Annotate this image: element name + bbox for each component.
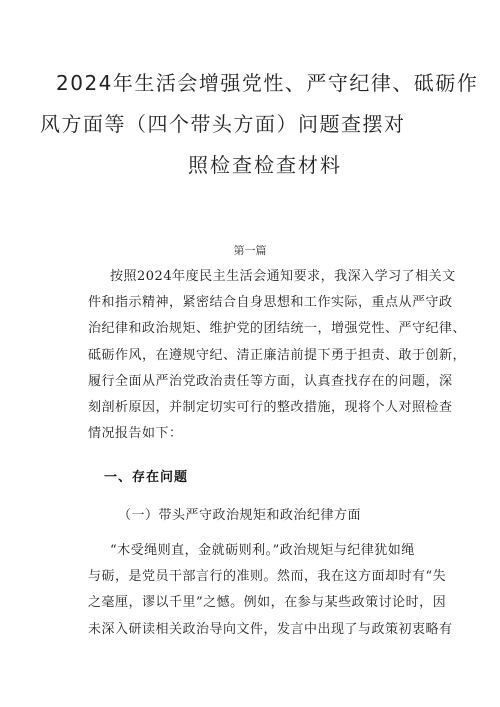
- body-line: “木受绳则直，金就砺则利。”政治规矩与纪律犹如绳: [110, 543, 415, 558]
- section-heading-level2: （一）带头严守政治规矩和政治纪律方面: [118, 508, 362, 523]
- intro-line: 治纪律和政治规矩、维护党的团结统一，增强党性、严守纪律、: [88, 321, 467, 337]
- intro-line: 砥砺作风，在遵规守纪、清正廉洁前提下勇于担责、敢于创新，: [88, 347, 467, 363]
- title-line-3: 照检查检查材料: [188, 153, 342, 177]
- title-line-1: 2024年生活会增强党性、严守纪律、砥砺作: [56, 71, 479, 95]
- intro-line: 情况报告如下：: [88, 426, 183, 442]
- intro-line: 刻剖析原因，并制定切实可行的整改措施，现将个人对照检查: [88, 399, 453, 415]
- body-paragraph: [88, 538, 453, 643]
- section-label: 第一篇: [233, 244, 267, 257]
- intro-line: 按照2024年度民主生活会通知要求，我深入学习了相关文: [110, 269, 456, 284]
- intro-paragraph: [88, 264, 467, 447]
- body-line: 与砺，是党员干部言行的准则。然而，我在这方面却时有“失: [88, 569, 447, 585]
- title-line-2: 风方面等（四个带头方面）问题查摆对: [40, 112, 406, 136]
- section-heading-level1: 一、存在问题: [104, 470, 189, 485]
- body-line: 之毫厘，谬以千里”之憾。例如，在参与某些政策讨论时，因: [88, 595, 447, 611]
- intro-line: 履行全面从严治党政治责任等方面，认真查找存在的问题，深: [88, 373, 453, 389]
- body-line: 未深入研读相关政治导向文件，发言中出现了与政策初衷略有: [88, 621, 453, 637]
- intro-line: 件和指示精神，紧密结合自身思想和工作实际，重点从严守政: [88, 295, 453, 311]
- document-title: [40, 68, 479, 191]
